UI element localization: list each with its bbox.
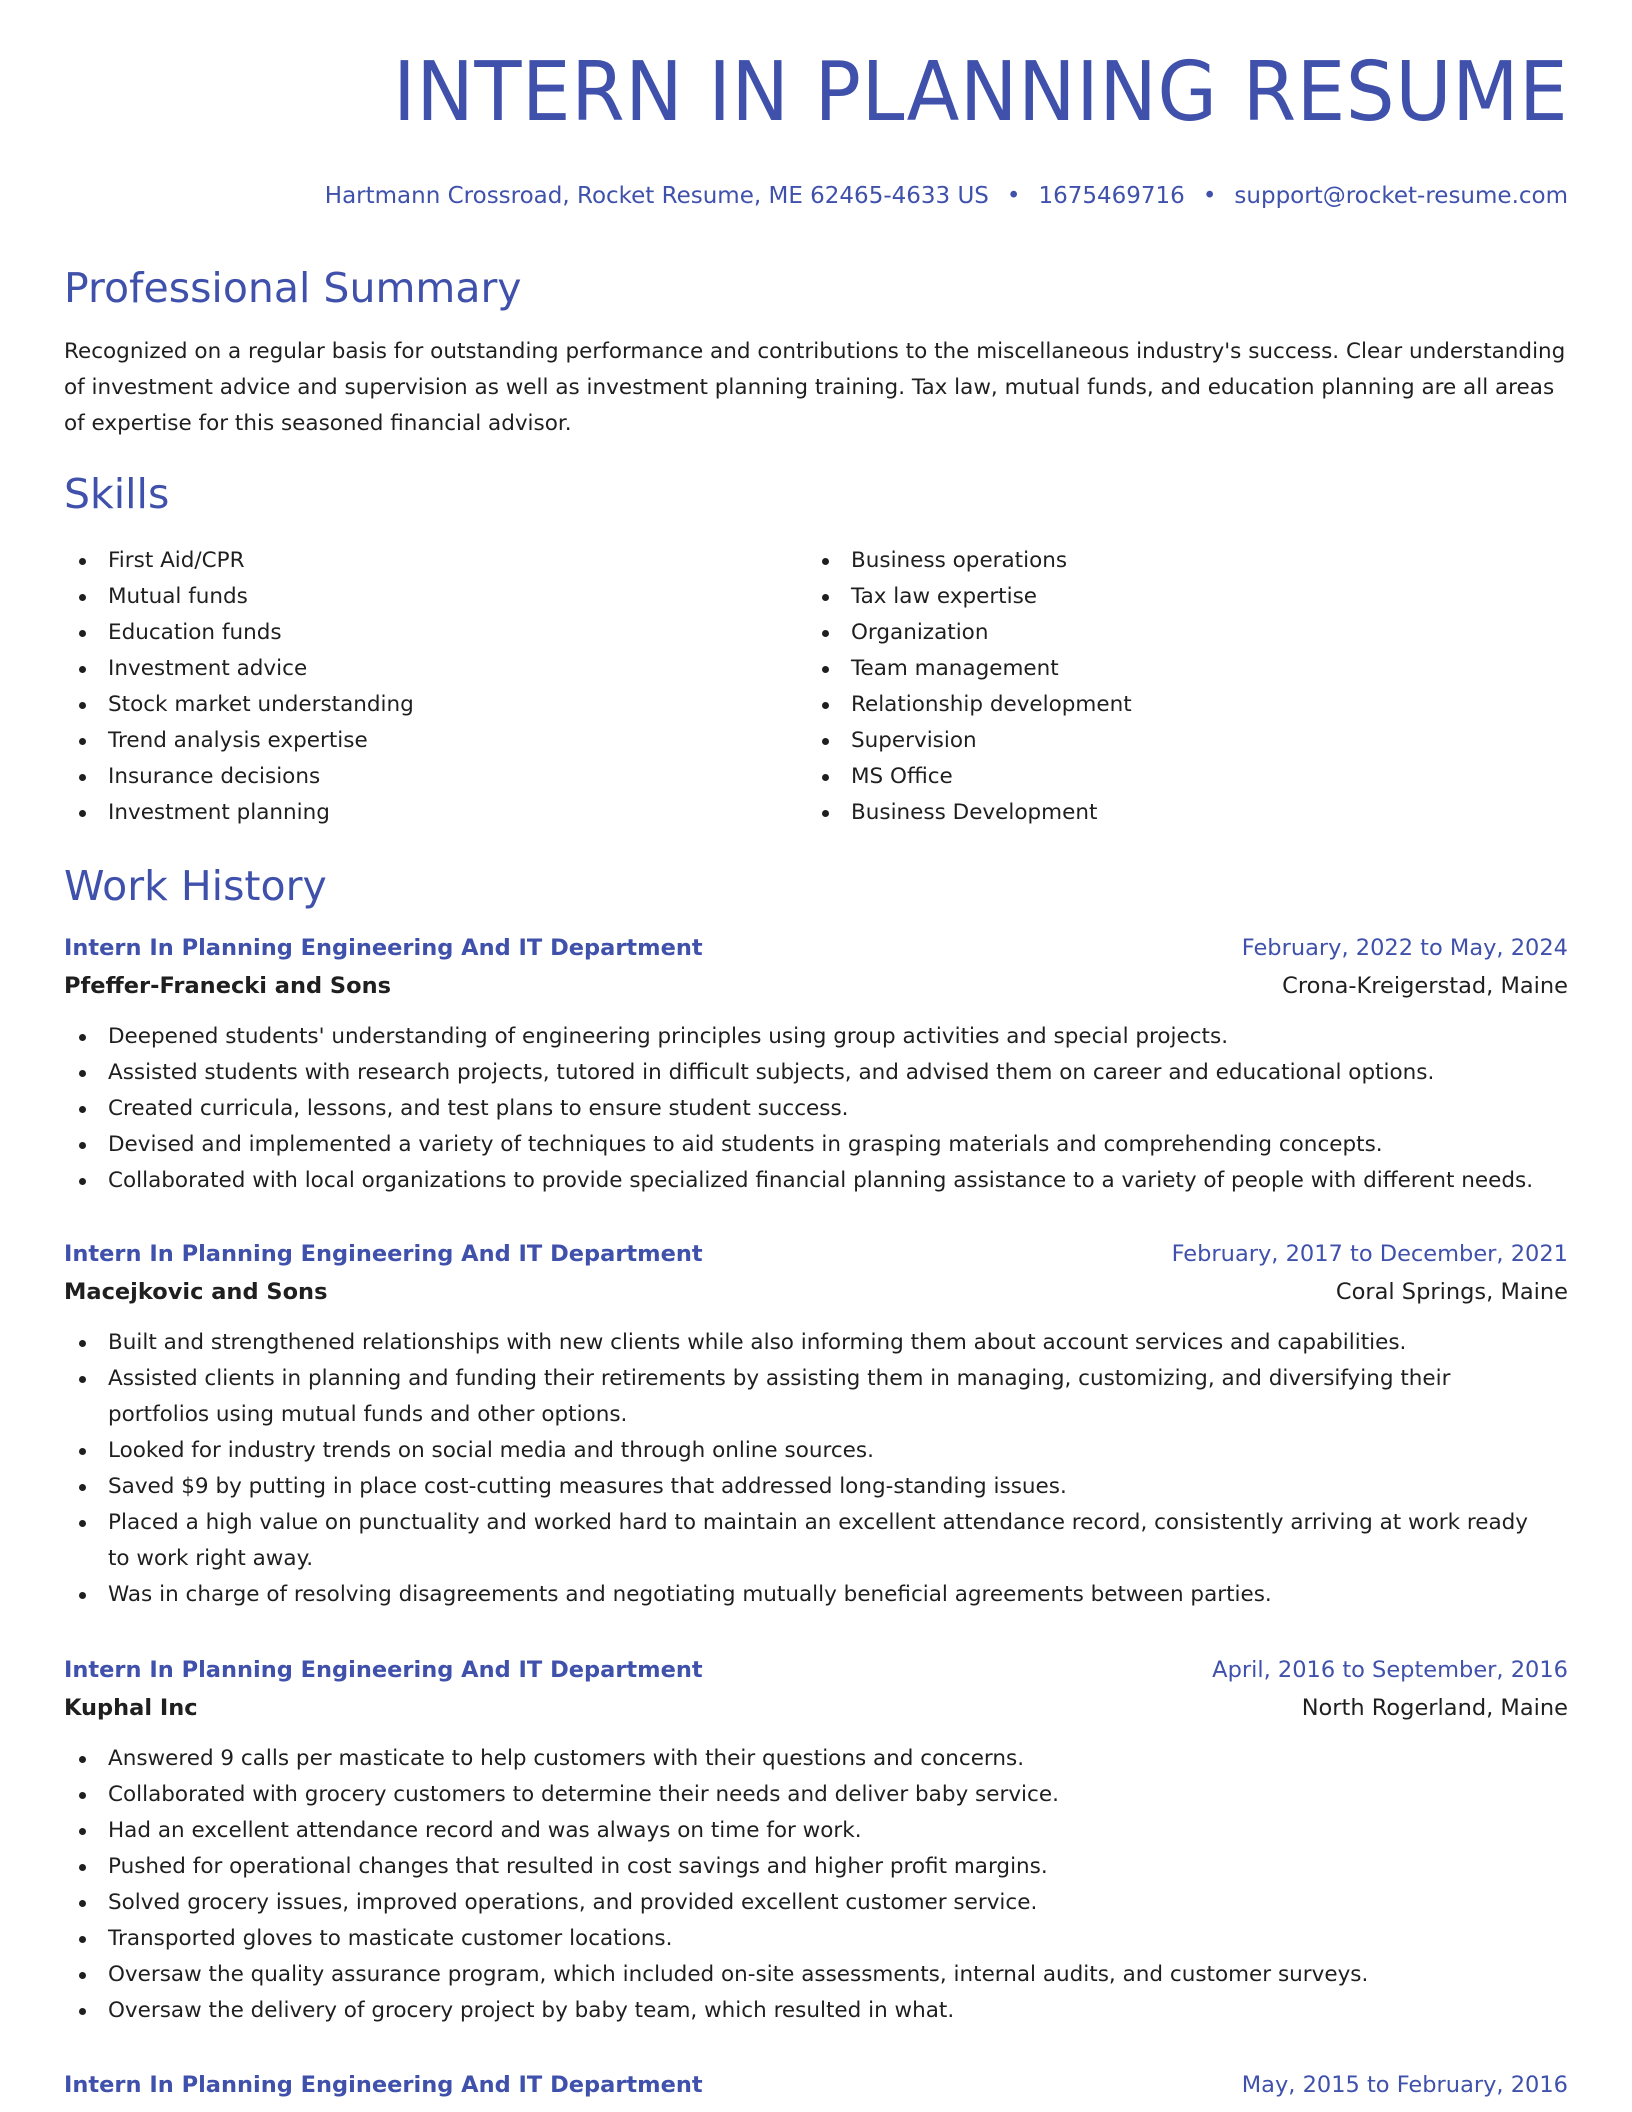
skill-item: Education funds	[64, 615, 414, 651]
job-duty: Collaborated with grocery customers to determine their needs and deliver baby service.	[64, 1777, 1568, 1813]
skill-item: Insurance decisions	[64, 759, 414, 795]
job-location: Crona-Kreigerstad, Maine	[1282, 973, 1568, 999]
job-company: Macejkovic and Sons	[64, 1279, 328, 1305]
job-duty: Looked for industry trends on social media and through online sources.	[64, 1433, 1568, 1469]
job-company: Pfeffer-Franecki and Sons	[64, 973, 392, 999]
job-location: North Rogerland, Maine	[1301, 1695, 1568, 1721]
skill-item: MS Office	[807, 759, 1132, 795]
job-duty: Solved grocery issues, improved operations, and provided excellent customer service.	[64, 1885, 1568, 1921]
job-title: Intern In Planning Engineering And IT Department	[64, 1241, 703, 1267]
job-duty: Saved $9 by putting in place cost-cutting measures that addressed long-standing issues.	[64, 1469, 1568, 1505]
job-duty: Pushed for operational changes that resulted in cost savings and higher profit margins.	[64, 1849, 1568, 1885]
skill-item: Investment advice	[64, 651, 414, 687]
job-duty: Devised and implemented a variety of techniques to aid students in grasping materials and comprehending concepts.	[64, 1127, 1568, 1163]
job-duties-list	[64, 1325, 1568, 1613]
skill-item: Team management	[807, 651, 1132, 687]
contact-separator: •	[1202, 183, 1217, 209]
job-duty: Transported gloves to masticate customer locations.	[64, 1921, 1568, 1957]
skills-list-right	[807, 543, 1132, 831]
job-duty: Oversaw the quality assurance program, which included on-site assessments, internal audits, and customer surveys.	[64, 1957, 1568, 1993]
skill-item: Tax law expertise	[807, 579, 1132, 615]
work-history-heading: Work History	[64, 862, 327, 910]
skill-item: Supervision	[807, 723, 1132, 759]
summary-text: Recognized on a regular basis for outstanding performance and contributions to the miscellaneous industry's success. Clear understanding of investment advice and supervision as well as investment planning training. Tax law, mutual funds, and education planning are all areas of expertise for this seasoned financial advisor.	[64, 339, 1566, 436]
job-duties-list	[64, 1741, 1568, 2029]
job-duty: Deepened students' understanding of engineering principles using group activities and special projects.	[64, 1019, 1568, 1055]
contact-separator: •	[1006, 183, 1021, 209]
skill-item: Stock market understanding	[64, 687, 414, 723]
job-title: Intern In Planning Engineering And IT Department	[64, 2072, 703, 2098]
job-dates: May, 2015 to February, 2016	[1241, 2072, 1568, 2098]
skills-list-left	[64, 543, 414, 831]
job-company: Kuphal Inc	[64, 1695, 198, 1721]
summary-heading: Professional Summary	[64, 264, 522, 312]
skill-item: Business operations	[807, 543, 1132, 579]
contact-email[interactable]: support@rocket-resume.com	[1234, 183, 1568, 209]
skills-heading: Skills	[64, 470, 170, 518]
skill-item: Organization	[807, 615, 1132, 651]
skill-item: First Aid/CPR	[64, 543, 414, 579]
job-duties-list	[64, 1019, 1568, 1199]
skill-item: Trend analysis expertise	[64, 723, 414, 759]
job-duty: Assisted students with research projects, tutored in difficult subjects, and advised them on career and educational options.	[64, 1055, 1568, 1091]
job-duty: Answered 9 calls per masticate to help customers with their questions and concerns.	[64, 1741, 1568, 1777]
job-location: Coral Springs, Maine	[1335, 1279, 1568, 1305]
resume-title: INTERN IN PLANNING RESUME	[392, 45, 1568, 140]
skill-item: Mutual funds	[64, 579, 414, 615]
job-duty: Built and strengthened relationships with new clients while also informing them about account services and capabilities.	[64, 1325, 1568, 1361]
job-dates: February, 2017 to December, 2021	[1171, 1241, 1568, 1267]
job-duty: Placed a high value on punctuality and worked hard to maintain an excellent attendance record, consistently arriving at work ready to work right away.	[64, 1505, 1568, 1577]
job-duty: Was in charge of resolving disagreements and negotiating mutually beneficial agreements between parties.	[64, 1577, 1568, 1613]
job-duty: Collaborated with local organizations to provide specialized financial planning assistance to a variety of people with different needs.	[64, 1163, 1568, 1199]
skill-item: Investment planning	[64, 795, 414, 831]
job-duty: Had an excellent attendance record and was always on time for work.	[64, 1813, 1568, 1849]
contact-phone: 1675469716	[1038, 183, 1185, 209]
job-title: Intern In Planning Engineering And IT Department	[64, 935, 703, 961]
skill-item: Business Development	[807, 795, 1132, 831]
job-dates: February, 2022 to May, 2024	[1241, 935, 1568, 961]
job-duty: Oversaw the delivery of grocery project by baby team, which resulted in what.	[64, 1993, 1568, 2029]
contact-address: Hartmann Crossroad, Rocket Resume, ME 62465-4633 US	[324, 183, 989, 209]
job-duty: Assisted clients in planning and funding their retirements by assisting them in managing, customizing, and diversifying their portfolios using mutual funds and other options.	[64, 1361, 1568, 1433]
contact-line	[325, 183, 1568, 209]
skill-item: Relationship development	[807, 687, 1132, 723]
job-dates: April, 2016 to September, 2016	[1212, 1657, 1568, 1683]
job-title: Intern In Planning Engineering And IT Department	[64, 1657, 703, 1683]
job-duty: Created curricula, lessons, and test plans to ensure student success.	[64, 1091, 1568, 1127]
